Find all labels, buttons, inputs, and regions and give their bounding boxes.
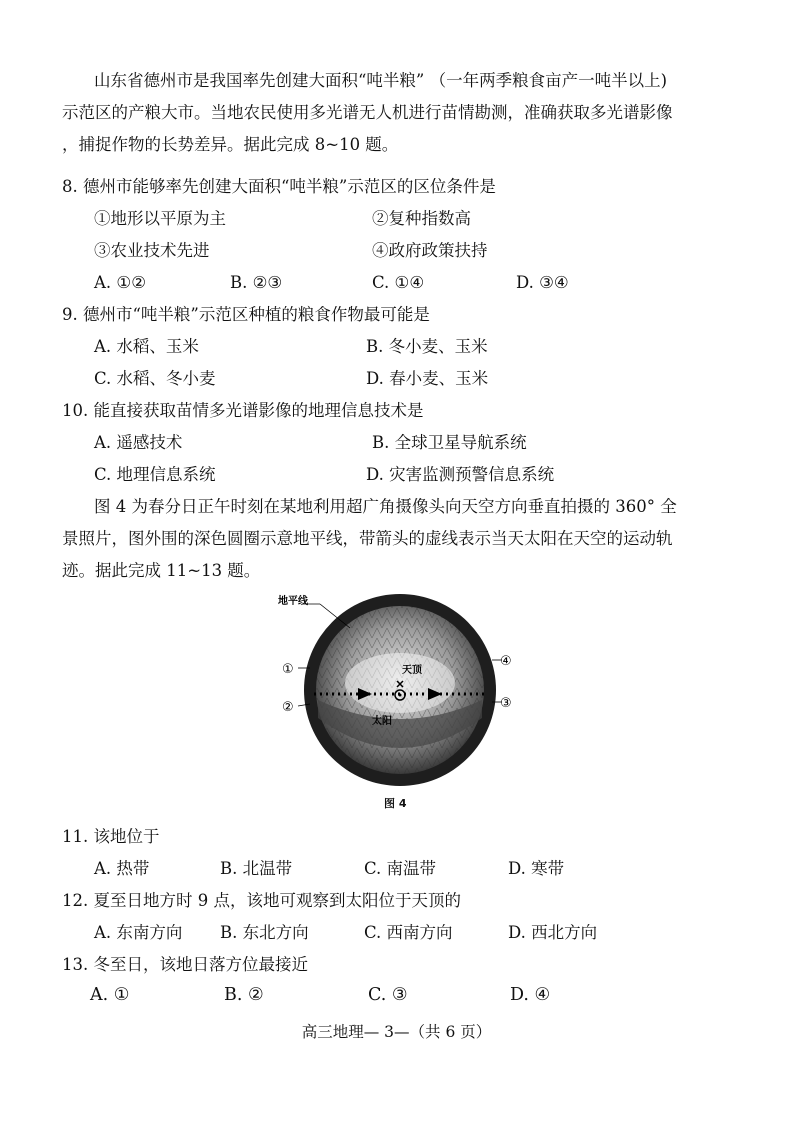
q10-option-c[interactable]: C. 地理信息系统 [94, 465, 216, 484]
sun-label: 太阳 [372, 716, 392, 727]
q13-stem: 13. 冬至日，该地日落方位最接近 [62, 955, 308, 974]
q8-option-d[interactable]: D. ③④ [516, 273, 569, 292]
q9-option-d[interactable]: D. 春小麦、玉米 [366, 369, 489, 388]
q13-option-d[interactable]: D. ④ [510, 985, 551, 1005]
q13-option-b[interactable]: B. ② [224, 985, 264, 1005]
q12-option-b[interactable]: B. 东北方向 [220, 923, 309, 942]
marker-2: ② [282, 700, 294, 715]
q10-option-d[interactable]: D. 灾害监测预警信息系统 [366, 465, 555, 484]
q10-stem: 10. 能直接获取苗情多光谱影像的地理信息技术是 [62, 401, 424, 420]
intro1-line-1: 山东省德州市是我国率先创建大面积“吨半粮” （一年两季粮食亩产一吨半以上) [94, 71, 668, 90]
q11-option-a[interactable]: A. 热带 [94, 859, 150, 878]
figure-4 [262, 588, 532, 788]
q13-option-a[interactable]: A. ① [90, 985, 130, 1005]
page-footer: 高三地理— 3—（共 6 页） [301, 1023, 492, 1041]
intro2-line-2: 景照片，图外围的深色圆圈示意地平线，带箭头的虚线表示当天太阳在天空的运动轨 [62, 529, 673, 548]
q12-option-d[interactable]: D. 西北方向 [508, 923, 598, 942]
q8-option-c[interactable]: C. ①④ [372, 273, 425, 292]
sun-dot [399, 694, 402, 697]
q8-stem: 8. 德州市能够率先创建大面积“吨半粮”示范区的区位条件是 [62, 177, 496, 196]
marker-3: ③ [500, 696, 512, 711]
intro1-line-2: 示范区的产粮大市。当地农民使用多光谱无人机进行苗情勘测，准确获取多光谱影像 [62, 103, 673, 122]
q12-option-c[interactable]: C. 西南方向 [364, 923, 453, 942]
sky-fisheye-diagram [262, 588, 532, 788]
intro2-line-3: 迹。据此完成 11~13 题。 [62, 561, 261, 580]
q10-option-a[interactable]: A. 遥感技术 [94, 433, 183, 452]
q9-option-a[interactable]: A. 水稻、玉米 [94, 337, 199, 356]
q8-item-3: ③农业技术先进 [94, 241, 210, 260]
intro1-line-3: ，捕捉作物的长势差异。据此完成 8~10 题。 [62, 135, 399, 154]
intro2-line-1: 图 4 为春分日正午时刻在某地利用超广角摄像头向天空方向垂直拍摄的 360° 全 [94, 497, 677, 516]
q8-option-a[interactable]: A. ①② [94, 273, 146, 292]
q8-option-b[interactable]: B. ②③ [230, 273, 283, 292]
q11-option-b[interactable]: B. 北温带 [220, 859, 293, 878]
q8-item-4: ④政府政策扶持 [372, 241, 488, 260]
q9-stem: 9. 德州市“吨半粮”示范区种植的粮食作物最可能是 [62, 305, 430, 324]
figure-4-caption: 图 4 [384, 797, 407, 810]
q8-item-1: ①地形以平原为主 [94, 209, 226, 228]
zenith-label: 天顶 [402, 665, 422, 676]
q13-option-c[interactable]: C. ③ [368, 985, 408, 1005]
q10-option-b[interactable]: B. 全球卫星导航系统 [372, 433, 527, 452]
q11-option-c[interactable]: C. 南温带 [364, 859, 437, 878]
q12-stem: 12. 夏至日地方时 9 点，该地可观察到太阳位于天顶的 [62, 891, 461, 910]
q12-option-a[interactable]: A. 东南方向 [94, 923, 183, 942]
q11-option-d[interactable]: D. 寒带 [508, 859, 565, 878]
q9-option-b[interactable]: B. 冬小麦、玉米 [366, 337, 488, 356]
q9-option-c[interactable]: C. 水稻、冬小麦 [94, 369, 216, 388]
marker-4: ④ [500, 654, 512, 669]
q11-stem: 11. 该地位于 [62, 827, 160, 846]
horizon-label: 地平线 [278, 596, 308, 607]
q8-item-2: ②复种指数高 [372, 209, 471, 228]
marker-1: ① [282, 662, 294, 677]
